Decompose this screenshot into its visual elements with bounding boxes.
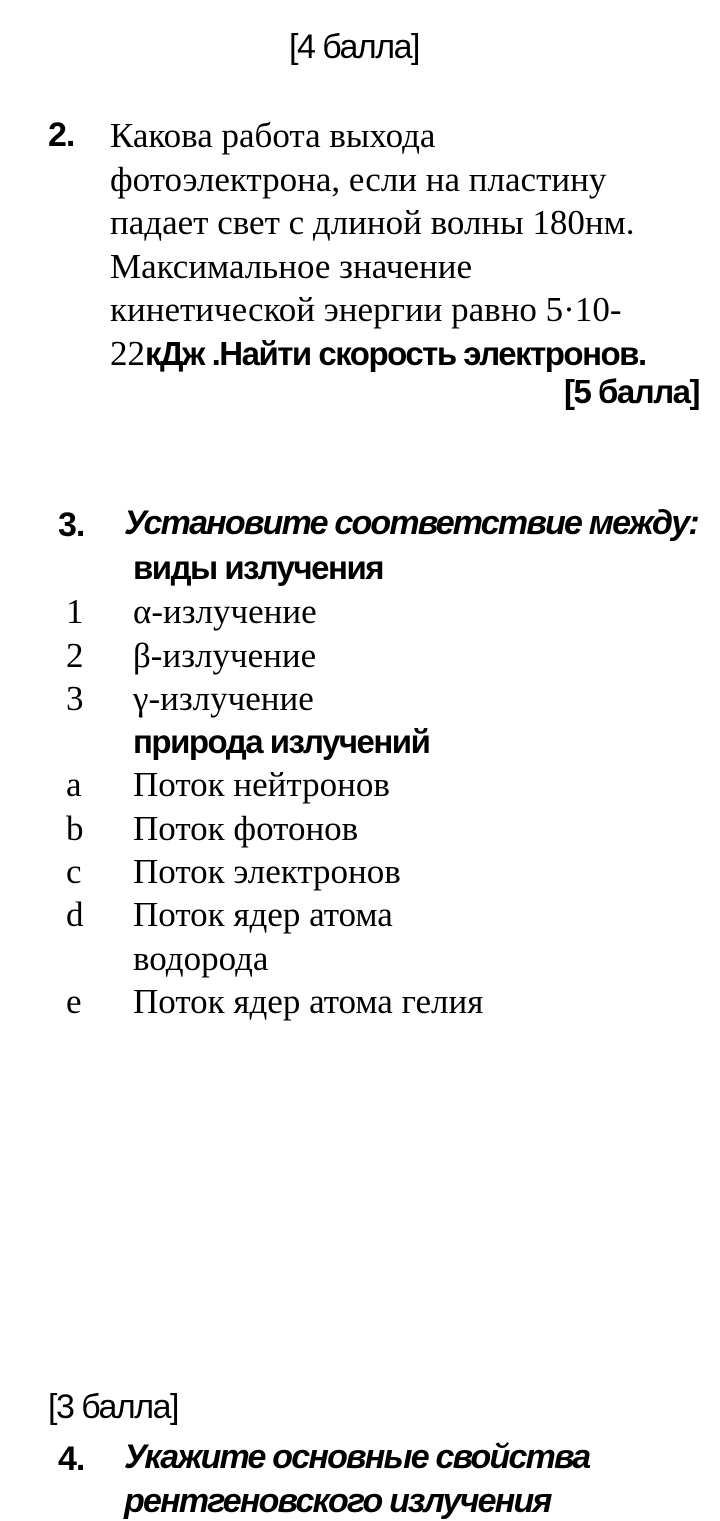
question-number-4: 4. (58, 1440, 85, 1478)
nature-text-e: Поток ядер атома гелия (133, 982, 484, 1021)
question-3-title: Установите соответствие между: (124, 504, 698, 542)
section-header-types: виды излучения (133, 549, 383, 586)
section-header-natures: природа излучений (133, 723, 430, 760)
nature-text-b: Поток фотонов (133, 809, 359, 848)
type-text-1: α-излучение (133, 592, 317, 631)
nature-text-a: Поток нейтронов (133, 765, 390, 804)
type-label-1: 1 (66, 592, 84, 631)
question-number-2: 2. (48, 116, 75, 154)
type-label-2: 2 (66, 636, 84, 675)
question-4-text-line1: Укажите основные свойства (124, 1438, 590, 1476)
question-4-text-line2: рентгеновского излучения (124, 1482, 551, 1520)
type-label-3: 3 (66, 679, 84, 718)
question-2-text (110, 114, 670, 375)
question-2-text-part2: кДж .Найти скорость электронов. (145, 334, 646, 372)
type-text-2: β-излучение (133, 636, 317, 675)
type-text-3: γ-излучение (133, 679, 314, 718)
question-2-text-part1: Какова работа выхода фотоэлектрона, если на пластину падает свет с длиной волны 180нм. Максимальное значение кинетической энергии равно 5·10-22 (110, 116, 635, 373)
nature-label-e: e (66, 982, 82, 1021)
nature-label-d: d (66, 895, 84, 934)
score-label-q2: [5 балла] (564, 373, 700, 410)
score-label-q1: [4 балла] (289, 28, 419, 66)
nature-label-b: b (66, 809, 84, 848)
nature-label-a: a (66, 765, 82, 804)
question-number-3: 3. (58, 506, 85, 544)
nature-text-d-line2: водорода (133, 939, 269, 978)
nature-label-c: c (66, 852, 82, 891)
nature-text-c: Поток электронов (133, 852, 401, 891)
nature-text-d-line1: Поток ядер атома (133, 895, 393, 934)
score-label-q3: [3 балла] (48, 1388, 178, 1426)
